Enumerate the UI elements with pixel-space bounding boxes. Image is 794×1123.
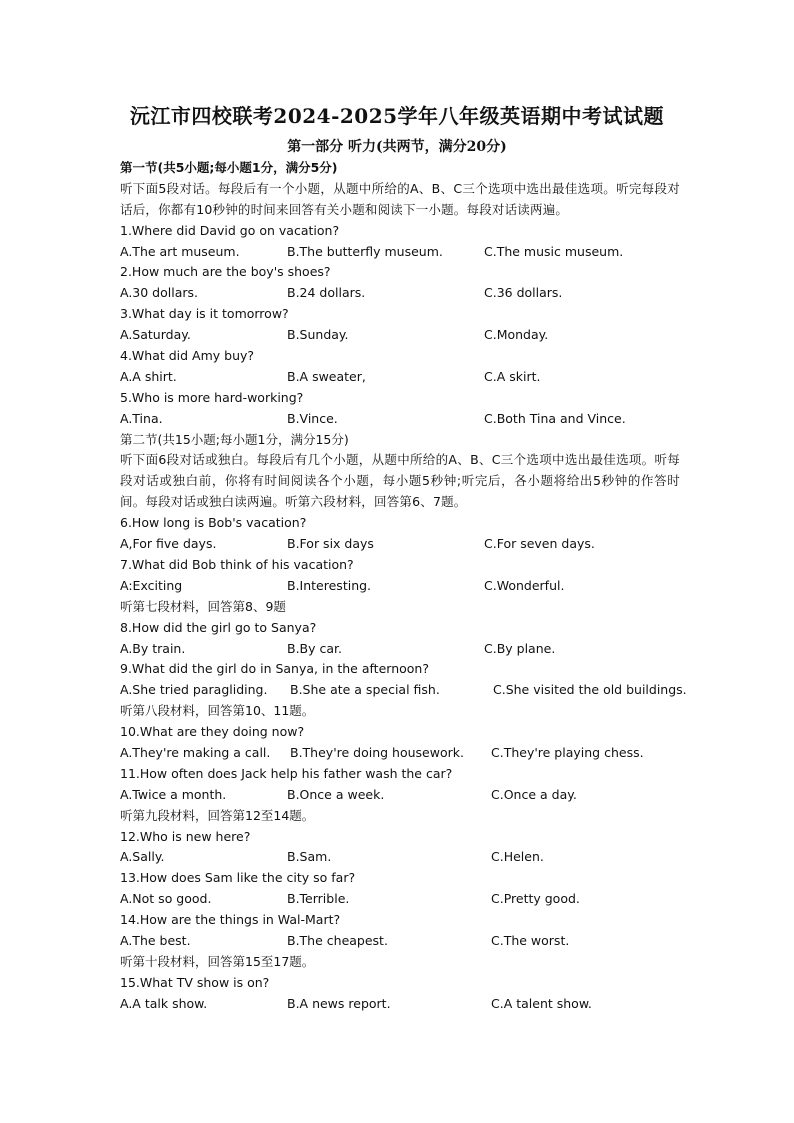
options-10	[120, 743, 680, 764]
question-7: 7.What did Bob think of his vacation?	[120, 556, 354, 572]
option-8-c: C.By plane.	[484, 640, 556, 656]
options-13	[120, 889, 680, 910]
option-5-a: A.Tina.	[120, 410, 163, 426]
option-4-c: C.A skirt.	[484, 368, 541, 384]
question-8: 8.How did the girl go to Sanya?	[120, 619, 317, 635]
options-7	[120, 576, 680, 597]
option-1-b: B.The butterfly museum.	[287, 243, 443, 259]
option-10-c: C.They're playing chess.	[491, 744, 644, 760]
option-10-b: B.They're doing housework.	[290, 744, 464, 760]
options-9	[120, 680, 687, 701]
question-15: 15.What TV show is on?	[120, 974, 270, 990]
option-11-b: B.Once a week.	[287, 786, 385, 802]
option-7-b: B.Interesting.	[287, 577, 372, 593]
question-3: 3.What day is it tomorrow?	[120, 306, 289, 322]
section2-instructions: 听下面6段对话或独白。每段后有几个小题，从题中所给的A、B、C三个选项中选出最佳选项。听每段对话或独白前，你将有时间阅读各个小题，每小题5秒钟;听完后，各小题将给出5秒钟的作答时间。每段对话或独白读两遍。听第六段材料，回答第6、7题。	[120, 452, 680, 510]
option-9-b: B.She ate a special fish.	[290, 682, 440, 698]
option-9-a: A.She tried paragliding.	[120, 682, 268, 698]
option-6-c: C.For seven days.	[484, 536, 595, 552]
section1-heading: 第一节(共5小题;每小题1分，满分5分)	[120, 160, 338, 175]
option-6-b: B.For six days	[287, 536, 374, 552]
question-1: 1.Where did David go on vacation?	[120, 222, 340, 238]
question-11: 11.How often does Jack help his father wash the car?	[120, 765, 453, 781]
option-13-c: C.Pretty good.	[491, 891, 580, 907]
option-11-c: C.Once a day.	[491, 786, 577, 802]
section2-heading: 第二节(共15小题;每小题1分，满分15分)	[120, 431, 349, 447]
option-1-c: C.The music museum.	[484, 243, 624, 259]
option-9-c: C.She visited the old buildings.	[493, 682, 687, 698]
option-12-b: B.Sam.	[287, 849, 332, 865]
option-2-b: B.24 dollars.	[287, 285, 366, 301]
question-14: 14.How are the things in Wal-Mart?	[120, 912, 341, 928]
option-3-a: A.Saturday.	[120, 327, 191, 343]
option-1-a: A.The art museum.	[120, 243, 240, 259]
option-3-c: C.Monday.	[484, 327, 549, 343]
question-2: 2.How much are the boy's shoes?	[120, 264, 331, 280]
option-13-a: A.Not so good.	[120, 891, 212, 907]
material-note-10: 听第十段材料，回答第15至17题。	[120, 953, 315, 969]
option-5-b: B.Vince.	[287, 410, 338, 426]
option-14-b: B.The cheapest.	[287, 932, 388, 948]
options-3	[120, 325, 680, 346]
option-6-a: A,For five days.	[120, 536, 217, 552]
options-12	[120, 847, 680, 868]
section1-instructions: 听下面5段对话。每段后有一个小题，从题中所给的A、B、C三个选项中选出最佳选项。听完每段对话后，你都有10秒钟的时间来回答有关小题和阅读下一小题。每段对话读两遍。	[120, 180, 680, 217]
options-4	[120, 367, 680, 388]
option-7-a: A:Exciting	[120, 577, 183, 593]
option-3-b: B.Sunday.	[287, 327, 349, 343]
question-5: 5.Who is more hard-working?	[120, 389, 304, 405]
options-11	[120, 785, 680, 806]
option-2-c: C.36 dollars.	[484, 285, 563, 301]
options-1	[120, 242, 680, 263]
option-15-b: B.A news report.	[287, 995, 391, 1011]
options-6	[120, 534, 680, 555]
option-2-a: A.30 dollars.	[120, 285, 198, 301]
exam-content	[120, 158, 687, 1015]
option-7-c: C.Wonderful.	[484, 577, 565, 593]
option-10-a: A.They're making a call.	[120, 744, 271, 760]
option-13-b: B.Terrible.	[287, 891, 350, 907]
options-5	[120, 409, 680, 430]
option-15-a: A.A talk show.	[120, 995, 208, 1011]
question-12: 12.Who is new here?	[120, 828, 251, 844]
option-12-c: C.Helen.	[491, 849, 544, 865]
option-11-a: A.Twice a month.	[120, 786, 227, 802]
options-14	[120, 931, 680, 952]
material-note-9: 听第九段材料，回答第12至14题。	[120, 807, 315, 823]
question-4: 4.What did Amy buy?	[120, 348, 255, 364]
question-10: 10.What are they doing now?	[120, 724, 305, 740]
question-13: 13.How does Sam like the city so far?	[120, 870, 356, 886]
option-14-c: C.The worst.	[491, 932, 570, 948]
options-8	[120, 639, 680, 660]
option-5-c: C.Both Tina and Vince.	[484, 410, 626, 426]
option-15-c: C.A talent show.	[491, 995, 592, 1011]
option-4-b: B.A sweater,	[287, 368, 366, 384]
question-6: 6.How long is Bob's vacation?	[120, 515, 307, 531]
exam-title: 沅江市四校联考2024-2025学年八年级英语期中考试试题	[129, 104, 665, 128]
material-note-8: 听第八段材料，回答第10、11题。	[120, 703, 315, 719]
option-14-a: A.The best.	[120, 932, 191, 948]
option-4-a: A.A shirt.	[120, 368, 177, 384]
option-12-a: A.Sally.	[120, 849, 165, 865]
options-15	[120, 994, 680, 1015]
part1-heading: 第一部分 听力(共两节，满分20分)	[287, 139, 507, 155]
material-note-7: 听第七段材料，回答第8、9题	[120, 598, 286, 614]
option-8-a: A.By train.	[120, 640, 186, 656]
option-8-b: B.By car.	[287, 640, 342, 656]
question-9: 9.What did the girl do in Sanya, in the afternoon?	[120, 661, 429, 677]
options-2	[120, 283, 680, 304]
